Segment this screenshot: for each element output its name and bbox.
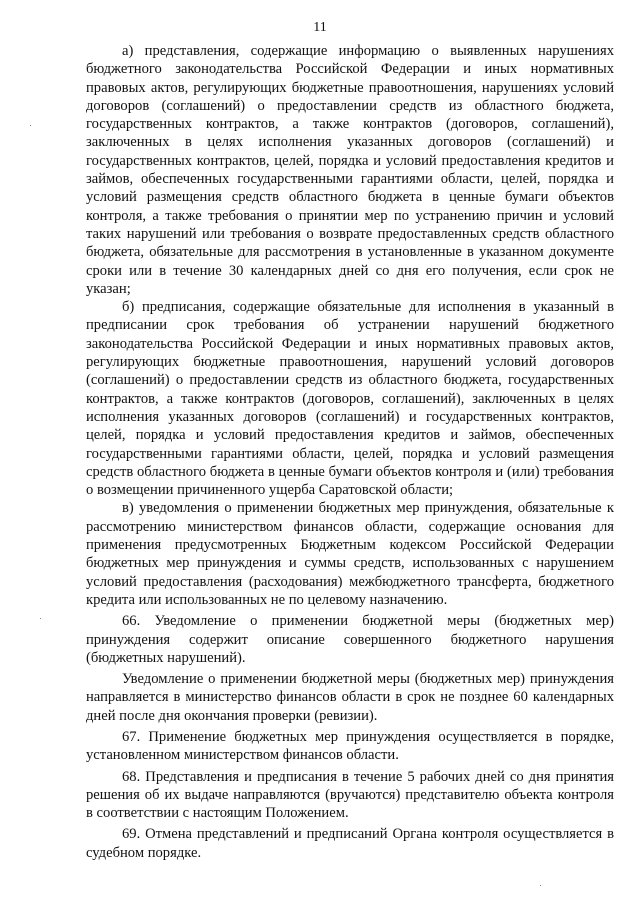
paragraph-a-representations: а) представления, содержащие информацию о выявленных нарушениях бюджетного законодательства Российской Федерации и иных нормативных правовых актов, регулирующих бюджетные правоотношения, нарушениях условий договоров (соглашений) о предоставлении средств из областного бюджета, государственных контрактов, а также контрактов (договоров, соглашений), заключенных в целях исполнения указанных договоров (соглашений) и государственных контрактов, целей, порядка и условий предоставления кредитов и займов, обеспеченных государственными гарантиями области, целей, порядка и условий размещения средств областного бюджета в ценные бумаги объектов контроля, а также требования о принятии мер по устранению причин и условий таких нарушений или требования о возврате предоставленных средств областного бюджета, обязательные для рассмотрения в установленные в указанном документе сроки или в течение 30 календарных дней со дня его получения, если срок не указан; [86, 43, 614, 297]
scan-speck [40, 618, 41, 619]
document-body [86, 42, 614, 862]
scan-speck [540, 885, 541, 886]
scan-speck [30, 125, 31, 126]
paragraph-b-prescriptions: б) предписания, содержащие обязательные для исполнения в указанный в предписании срок требования об устранении нарушений бюджетного законодательства Российской Федерации и иных нормативных правовых актов, регулирующих бюджетные правоотношения, нарушений условий договоров (соглашений) о предоставлении средств из областного бюджета, государственных контрактов, а также контрактов (договоров, соглашений), заключенных в целях исполнения указанных договоров (соглашений) и государственных контрактов, целей, порядка и условий предоставления кредитов и займов, обеспеченных государственными гарантиями области, целей, порядка и условий размещения средств областного бюджета в ценные бумаги объектов контроля и (или) требования о возмещении причиненного ущерба Саратовской области; [86, 299, 614, 499]
paragraph-68: 68. Представления и предписания в течение 5 рабочих дней со дня принятия решения об их выдаче направляются (вручаются) представителю объекта контроля в соответствии с настоящим Положением. [86, 768, 614, 822]
paragraph-67: 67. Применение бюджетных мер принуждения осуществляется в порядке, установленном министерством финансов области. [86, 728, 614, 764]
page-number: 11 [313, 20, 327, 35]
paragraph-69: 69. Отмена представлений и предписаний Органа контроля осуществляется в судебном порядке. [86, 826, 614, 861]
paragraph-c-notifications: в) уведомления о применении бюджетных мер принуждения, обязательные к рассмотрению министерством финансов области, содержащие основания для применения предусмотренных Бюджетным кодексом Российской Федерации бюджетных мер принуждения и суммы средств, использованных с нарушением условий предоставления (расходования) межбюджетного трансферта, бюджетного кредита или использованных не по целевому назначению. [86, 500, 614, 608]
paragraph-notification-deadline: Уведомление о применении бюджетной меры (бюджетных мер) принуждения направляется в министерство финансов области в срок не позднее 60 календарных дней после дня окончания проверки (ревизии). [86, 671, 614, 724]
paragraph-66: 66. Уведомление о применении бюджетной меры (бюджетных мер) принуждения содержит описание совершенного бюджетного нарушения (бюджетных нарушений). [86, 613, 614, 666]
